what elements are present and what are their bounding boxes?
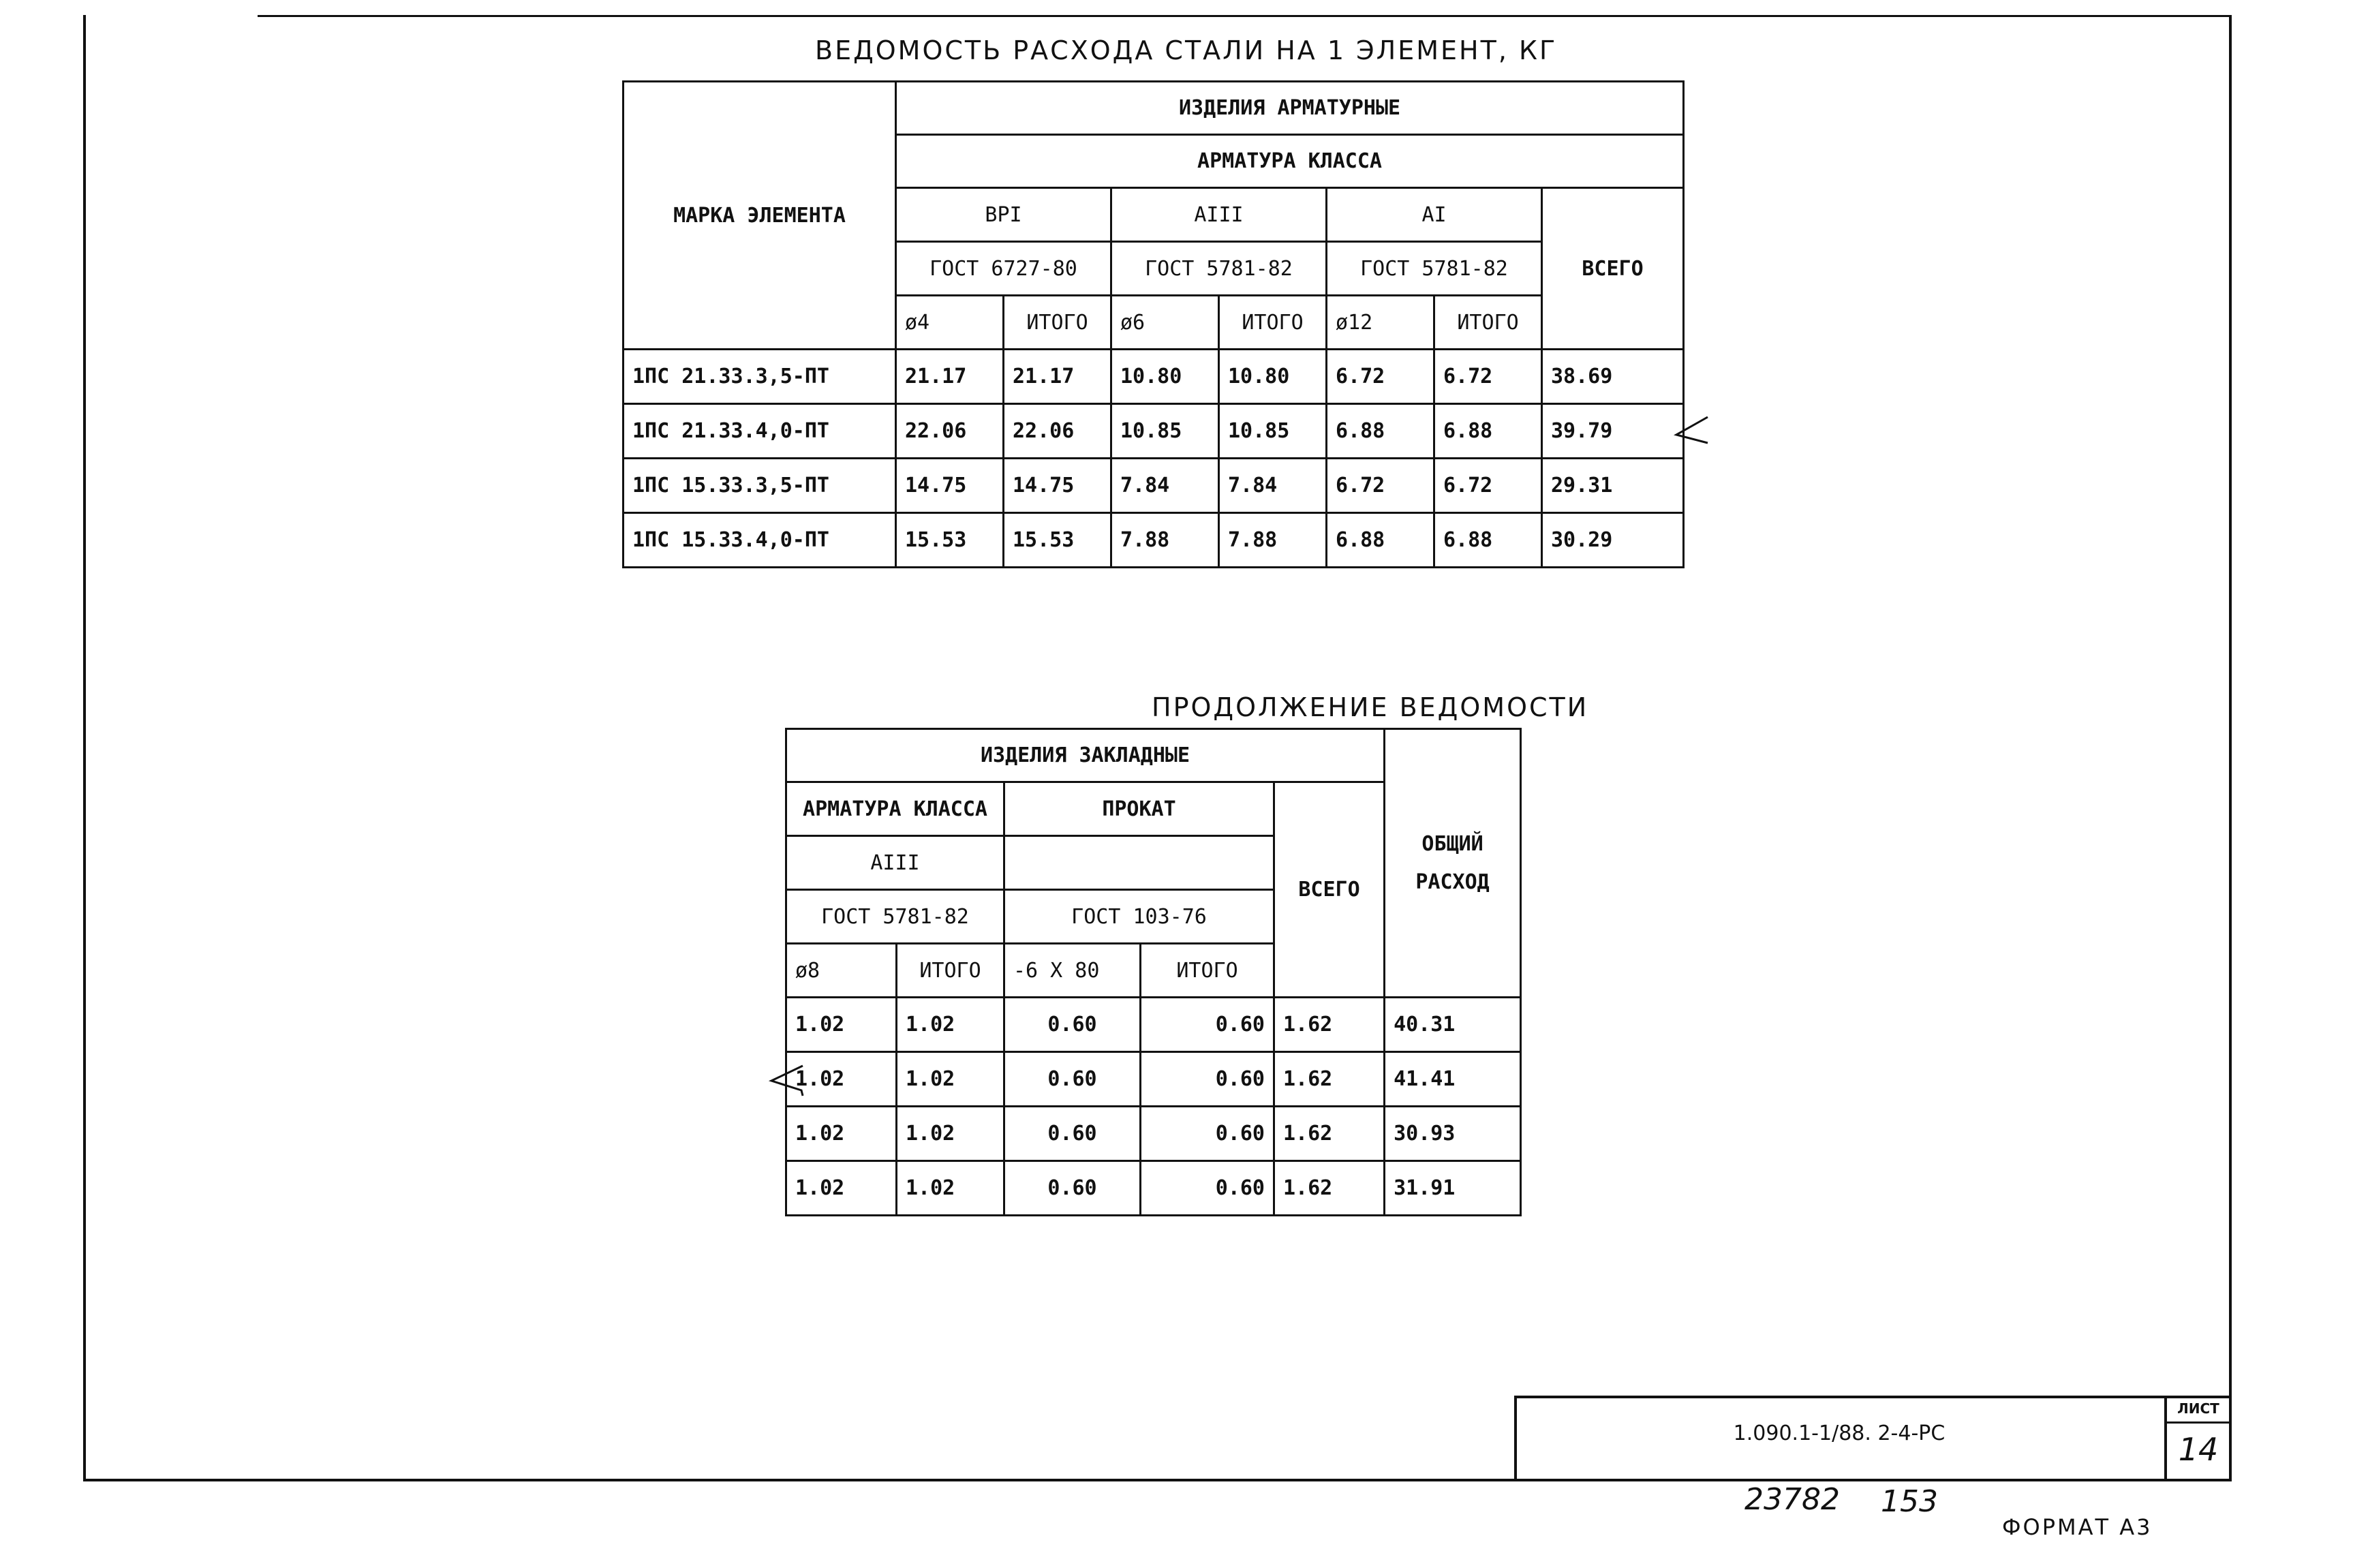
header-overall-line2: РАСХОД — [1415, 870, 1490, 894]
header-total-rolled: ИТОГО — [1141, 944, 1274, 998]
header-reinforcement-products: ИЗДЕЛИЯ АРМАТУРНЫЕ — [896, 82, 1684, 135]
table-row — [624, 459, 1684, 513]
header-dia-aiii: ø6 — [1111, 296, 1219, 350]
cell-sum: 1.62 — [1274, 1052, 1385, 1107]
cell-sum: 30.29 — [1542, 513, 1684, 568]
header-gost-rolled: ГОСТ 103-76 — [1004, 890, 1274, 944]
cell-value: 7.88 — [1111, 513, 1219, 568]
document-code: 1.090.1-1/88. 2-4-РС — [1733, 1421, 1946, 1445]
header-class-aiii: АIII — [786, 836, 1004, 890]
cell-value: 6.88 — [1327, 404, 1434, 459]
header-rolled-size: -6 Х 80 — [1004, 944, 1141, 998]
break-mark-right — [1663, 409, 1710, 450]
sheet-number: 14 — [2178, 1431, 2219, 1468]
cell-sum: 29.31 — [1542, 459, 1684, 513]
table-row — [624, 350, 1684, 404]
cell-value: 0.60 — [1141, 1161, 1274, 1216]
cell-sum: 39.79 — [1542, 404, 1684, 459]
table-row — [624, 513, 1684, 568]
header-gost-aiii: ГОСТ 5781-82 — [786, 890, 1004, 944]
cell-value: 0.60 — [1004, 998, 1141, 1052]
cell-value: 7.84 — [1111, 459, 1219, 513]
cell-value: 1.02 — [897, 1161, 1004, 1216]
header-class-vri: ВРI — [896, 188, 1111, 242]
header-sum: ВСЕГО — [1542, 188, 1684, 350]
cell-value: 10.85 — [1111, 404, 1219, 459]
frame-bottom-line — [83, 1479, 2232, 1481]
cell-overall: 31.91 — [1385, 1161, 1521, 1216]
cell-value: 6.72 — [1327, 350, 1434, 404]
table-row — [624, 404, 1684, 459]
cell-value: 0.60 — [1141, 1107, 1274, 1161]
cell-overall: 41.41 — [1385, 1052, 1521, 1107]
cell-value: 0.60 — [1004, 1107, 1141, 1161]
cell-overall: 30.93 — [1385, 1107, 1521, 1161]
cell-value: 15.53 — [1004, 513, 1111, 568]
header-element-mark: МАРКА ЭЛЕМЕНТА — [624, 82, 896, 350]
header-dia-aiii: ø8 — [786, 944, 897, 998]
sheet-cell-separator — [2164, 1421, 2230, 1424]
header-class-ai: АI — [1327, 188, 1542, 242]
header-class-aiii: АIII — [1111, 188, 1327, 242]
header-rolled-blank — [1004, 836, 1274, 890]
cell-value: 14.75 — [1004, 459, 1111, 513]
cell-value: 0.60 — [1004, 1161, 1141, 1216]
cell-value: 7.88 — [1219, 513, 1327, 568]
header-overall-line1: ОБЩИЙ — [1421, 831, 1483, 856]
row-mark: 1ПС 21.33.4,0-ПТ — [624, 404, 896, 459]
cell-value: 0.60 — [1004, 1052, 1141, 1107]
row-mark: 1ПС 15.33.4,0-ПТ — [624, 513, 896, 568]
cell-value: 21.17 — [1004, 350, 1111, 404]
cell-value: 6.72 — [1434, 459, 1542, 513]
row-mark: 1ПС 15.33.3,5-ПТ — [624, 459, 896, 513]
frame-right-line — [2229, 15, 2232, 1480]
cell-value: 1.02 — [786, 1052, 897, 1107]
cell-value: 6.88 — [1434, 404, 1542, 459]
page-number: 153 — [1881, 1484, 1938, 1519]
cell-value: 6.88 — [1434, 513, 1542, 568]
cell-value: 1.02 — [897, 1107, 1004, 1161]
cell-value: 22.06 — [896, 404, 1004, 459]
frame-left-line — [83, 15, 86, 1480]
cell-value: 1.02 — [786, 998, 897, 1052]
frame-top-line — [258, 15, 2230, 17]
table-row — [786, 1161, 1521, 1216]
cell-sum: 1.62 — [1274, 998, 1385, 1052]
header-total-aiii: ИТОГО — [897, 944, 1004, 998]
cell-sum: 38.69 — [1542, 350, 1684, 404]
steel-consumption-continuation-table — [785, 728, 1522, 1216]
format-label: ФОРМАТ А3 — [2002, 1514, 2153, 1540]
header-total-ai: ИТОГО — [1434, 296, 1542, 350]
header-embedded-products: ИЗДЕЛИЯ ЗАКЛАДНЫЕ — [786, 729, 1385, 782]
cell-value: 15.53 — [896, 513, 1004, 568]
cell-value: 10.80 — [1219, 350, 1327, 404]
cell-sum: 1.62 — [1274, 1107, 1385, 1161]
cell-value: 1.02 — [897, 1052, 1004, 1107]
cell-value: 1.02 — [786, 1161, 897, 1216]
cell-value: 0.60 — [1141, 998, 1274, 1052]
cell-value: 14.75 — [896, 459, 1004, 513]
header-total-aiii: ИТОГО — [1219, 296, 1327, 350]
table-row — [786, 998, 1521, 1052]
header-reinforcement-class: АРМАТУРА КЛАССА — [786, 782, 1004, 836]
header-gost-ai: ГОСТ 5781-82 — [1327, 242, 1542, 296]
cell-overall: 40.31 — [1385, 998, 1521, 1052]
row-mark: 1ПС 21.33.3,5-ПТ — [624, 350, 896, 404]
sheet-label: ЛИСТ — [2177, 1400, 2219, 1417]
cell-value: 21.17 — [896, 350, 1004, 404]
cell-value: 7.84 — [1219, 459, 1327, 513]
header-gost-vri: ГОСТ 6727-80 — [896, 242, 1111, 296]
cell-sum: 1.62 — [1274, 1161, 1385, 1216]
table1-title: ВЕДОМОСТЬ РАСХОДА СТАЛИ НА 1 ЭЛЕМЕНТ, КГ — [815, 35, 1558, 65]
header-reinforcement-class: АРМАТУРА КЛАССА — [896, 135, 1684, 188]
steel-consumption-table — [622, 80, 1685, 568]
header-dia-vri: ø4 — [896, 296, 1004, 350]
cell-value: 6.88 — [1327, 513, 1434, 568]
table-row — [786, 1107, 1521, 1161]
header-dia-ai: ø12 — [1327, 296, 1434, 350]
table2-title: ПРОДОЛЖЕНИЕ ВЕДОМОСТИ — [1152, 692, 1589, 722]
cell-value: 6.72 — [1434, 350, 1542, 404]
cell-value: 22.06 — [1004, 404, 1111, 459]
header-gost-aiii: ГОСТ 5781-82 — [1111, 242, 1327, 296]
table-row — [786, 1052, 1521, 1107]
cell-value: 6.72 — [1327, 459, 1434, 513]
cell-value: 1.02 — [897, 998, 1004, 1052]
header-total-vri: ИТОГО — [1004, 296, 1111, 350]
header-overall-consumption — [1385, 729, 1521, 998]
cell-value: 10.80 — [1111, 350, 1219, 404]
header-sum: ВСЕГО — [1274, 782, 1385, 998]
cell-value: 0.60 — [1141, 1052, 1274, 1107]
cell-value: 1.02 — [786, 1107, 897, 1161]
inventory-number: 23782 — [1744, 1482, 1840, 1517]
cell-value: 10.85 — [1219, 404, 1327, 459]
header-rolled-steel: ПРОКАТ — [1004, 782, 1274, 836]
